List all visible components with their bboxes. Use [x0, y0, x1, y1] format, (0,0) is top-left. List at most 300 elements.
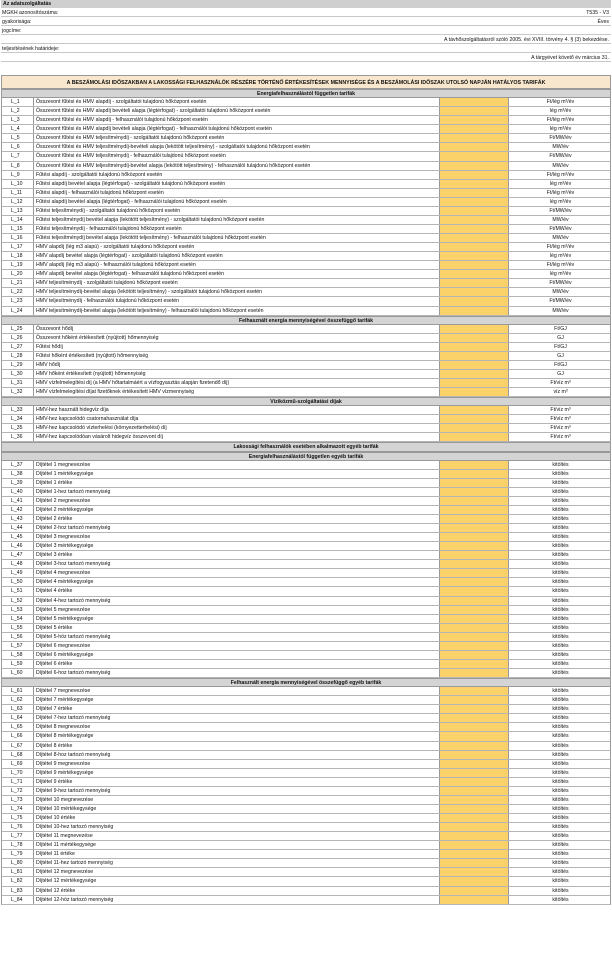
value-input-cell[interactable]	[439, 334, 509, 342]
row-description: Díjtétel 4-hez tartozó mennyiség	[33, 597, 439, 605]
value-input-cell[interactable]	[439, 461, 509, 469]
row-code: L_57	[11, 642, 23, 649]
section-header: Víziközmű-szolgáltatási díjak	[1, 397, 611, 406]
row-description: Összevont fűtési és HMV teljesítménydíj - szolgáltatói tulajdonú hőközpont esetén	[33, 134, 439, 142]
value-input-cell[interactable]	[439, 606, 509, 614]
table-row	[1, 189, 611, 198]
row-unit: víz m³	[553, 389, 568, 396]
value-input-cell[interactable]	[439, 578, 509, 586]
row-unit: kitöltés	[552, 688, 569, 695]
row-unit: kitöltés	[552, 896, 569, 903]
row-code: L_8	[11, 162, 20, 169]
row-description: Díjtétel 8 megnevezése	[33, 723, 439, 731]
value-input-cell[interactable]	[439, 207, 509, 215]
table-row	[1, 461, 611, 470]
table-row	[1, 415, 611, 424]
table-row	[1, 877, 611, 886]
value-input-cell[interactable]	[439, 633, 509, 641]
row-description: Díjtétel 8 értéke	[33, 742, 439, 750]
value-input-cell[interactable]	[439, 171, 509, 179]
value-input-cell[interactable]	[439, 370, 509, 378]
value-input-cell[interactable]	[439, 551, 509, 559]
value-input-cell[interactable]	[439, 796, 509, 804]
row-code: L_76	[11, 824, 23, 831]
table-row	[1, 887, 611, 896]
value-input-cell[interactable]	[439, 705, 509, 713]
row-description: HMV teljesítménydíj-bevétel alapja (lekötött teljesítmény) - felhasználói tulajdonú hőközpont esetén	[33, 307, 439, 315]
row-code: L_4	[11, 126, 20, 133]
row-description: Díjtétel 12-höz tartozó mennyiség	[33, 896, 439, 904]
row-code: L_35	[11, 425, 23, 432]
row-description: Díjtétel 8-hoz tartozó mennyiség	[33, 751, 439, 759]
row-unit: kitöltés	[552, 769, 569, 776]
table-row	[1, 587, 611, 596]
table-row	[1, 506, 611, 515]
row-description: Díjtétel 12 mértékegysége	[33, 877, 439, 885]
table-row	[1, 760, 611, 769]
table-row	[1, 162, 611, 171]
table-row	[1, 261, 611, 270]
row-code: L_69	[11, 760, 23, 767]
row-code: L_20	[11, 271, 23, 278]
row-unit: lég m³/év	[549, 180, 572, 187]
header-row: teljesítésének határideje:	[1, 45, 611, 53]
row-code: L_53	[11, 606, 23, 613]
value-input-cell[interactable]	[439, 470, 509, 478]
row-unit: GJ	[557, 370, 564, 377]
header-row: MGKH azonosítószáma: T535 - V3	[2, 9, 609, 16]
value-input-cell[interactable]	[439, 696, 509, 704]
row-unit: Ft/MW/év	[549, 135, 572, 142]
form-header	[0, 0, 612, 68]
table-row	[1, 533, 611, 542]
value-input-cell[interactable]	[439, 787, 509, 795]
row-unit: kitöltés	[552, 751, 569, 758]
table-row	[1, 742, 611, 751]
table-row	[1, 714, 611, 723]
value-input-cell[interactable]	[439, 524, 509, 532]
row-description: Díjtétel 9 mértékegysége	[33, 769, 439, 777]
row-unit: kitöltés	[552, 887, 569, 894]
row-code: L_5	[11, 135, 20, 142]
value-input-cell[interactable]	[439, 488, 509, 496]
table-row	[1, 406, 611, 415]
row-description: Díjtétel 11 megnevezése	[33, 832, 439, 840]
value-input-cell[interactable]	[439, 125, 509, 133]
row-description: Díjtétel 4 megnevezése	[33, 569, 439, 577]
value-input-cell[interactable]	[439, 569, 509, 577]
row-unit: kitöltés	[552, 497, 569, 504]
value-input-cell[interactable]	[439, 896, 509, 904]
row-description: Díjtétel 9-hez tartozó mennyiség	[33, 787, 439, 795]
row-description: HMV teljesítménydíj - felhasználói tulajdonú hőközpont esetén	[33, 297, 439, 305]
value-input-cell[interactable]	[439, 288, 509, 296]
row-code: L_81	[11, 869, 23, 876]
value-input-cell[interactable]	[439, 859, 509, 867]
value-input-cell[interactable]	[439, 479, 509, 487]
row-description: Fűtési hődíj	[33, 343, 439, 351]
table-row	[1, 433, 611, 442]
row-description: Fűtési teljesítménydíj - szolgáltatói tulajdonú hőközpont esetén	[33, 207, 439, 215]
row-unit: Ft/MW/év	[549, 207, 572, 214]
row-description: Díjtétel 1 mértékegysége	[33, 470, 439, 478]
value-input-cell[interactable]	[439, 198, 509, 206]
value-input-cell[interactable]	[439, 225, 509, 233]
value-input-cell[interactable]	[439, 714, 509, 722]
row-description: Fűtési alapdíj bevétel alapja (légtérfogat) - szolgáltatói tulajdonú hőközpont esetén	[33, 180, 439, 188]
row-code: L_70	[11, 769, 23, 776]
row-code: L_22	[11, 289, 23, 296]
value-input-cell[interactable]	[439, 742, 509, 750]
table-row	[1, 569, 611, 578]
row-description: Fűtési alapdíj - szolgáltatói tulajdonú hőközpont esetén	[33, 171, 439, 179]
row-description: Díjtétel 5 megnevezése	[33, 606, 439, 614]
section-header: Felhasznált energia mennyiségével összefüggő tarifák	[1, 316, 611, 325]
row-unit: MW/év	[552, 162, 569, 169]
row-unit: MW/év	[552, 216, 569, 223]
row-code: L_65	[11, 724, 23, 731]
row-description: HMV alapdíj (lég m3 alapú) - szolgáltatói tulajdonú hőközpont esetén	[33, 243, 439, 251]
table-row	[1, 134, 611, 143]
value-input-cell[interactable]	[439, 506, 509, 514]
row-description: Díjtétel 1 értéke	[33, 479, 439, 487]
table-row	[1, 470, 611, 479]
row-unit: kitöltés	[552, 479, 569, 486]
row-code: L_56	[11, 633, 23, 640]
value-input-cell[interactable]	[439, 98, 509, 106]
row-unit: kitöltés	[552, 570, 569, 577]
value-input-cell[interactable]	[439, 252, 509, 260]
row-unit: Ft/GJ	[554, 361, 567, 368]
row-code: L_17	[11, 244, 23, 251]
row-unit: lég m³/év	[549, 271, 572, 278]
table-row	[1, 424, 611, 433]
value-input-cell[interactable]	[439, 751, 509, 759]
table-row	[1, 669, 611, 678]
table-row	[1, 388, 611, 397]
row-code: L_51	[11, 588, 23, 595]
value-input-cell[interactable]	[439, 243, 509, 251]
table-row	[1, 805, 611, 814]
row-description: Díjtétel 6 megnevezése	[33, 642, 439, 650]
row-unit: kitöltés	[552, 461, 569, 468]
value-input-cell[interactable]	[439, 814, 509, 822]
row-code: L_52	[11, 597, 23, 604]
row-code: L_32	[11, 389, 23, 396]
table-row	[1, 325, 611, 334]
value-input-cell[interactable]	[439, 143, 509, 151]
value-input-cell[interactable]	[439, 279, 509, 287]
table-row	[1, 216, 611, 225]
row-unit: kitöltés	[552, 561, 569, 568]
row-unit: kitöltés	[552, 606, 569, 613]
row-unit: MW/év	[552, 289, 569, 296]
row-unit: Ft/MW/év	[549, 225, 572, 232]
row-unit: Ft/GJ	[554, 325, 567, 332]
value-input-cell[interactable]	[439, 515, 509, 523]
row-unit: kitöltés	[552, 842, 569, 849]
row-code: L_54	[11, 615, 23, 622]
value-input-cell[interactable]	[439, 760, 509, 768]
row-code: L_78	[11, 842, 23, 849]
row-description: HMV-hez kapcsolódó csatornahasználat díja	[33, 415, 439, 423]
value-input-cell[interactable]	[439, 180, 509, 188]
row-code: L_9	[11, 171, 20, 178]
row-unit: kitöltés	[552, 525, 569, 531]
row-description: HMV alapdíj (lég m3 alapú) - felhasználói tulajdonú hőközpont esetén	[33, 261, 439, 269]
row-unit: kitöltés	[552, 796, 569, 803]
table-row	[1, 732, 611, 741]
table-row	[1, 832, 611, 841]
value-input-cell[interactable]	[439, 850, 509, 858]
row-description: Fűtési hőként értékesített (nyújtott) hőmennyiség	[33, 352, 439, 360]
row-description: HMV vízfelmelegítési díj (a HMV hőtartalmáért a vízfogyasztás alapján fizetendő díj)	[33, 379, 439, 387]
row-code: L_84	[11, 896, 23, 903]
row-unit: Ft/MW/év	[549, 153, 572, 160]
table-row	[1, 497, 611, 506]
row-unit: MW/év	[552, 144, 569, 151]
row-unit: kitöltés	[552, 506, 569, 513]
row-code: L_16	[11, 235, 23, 241]
row-code: L_62	[11, 697, 23, 704]
row-description: Díjtétel 1 megnevezése	[33, 461, 439, 469]
value-input-cell[interactable]	[439, 270, 509, 278]
value-input-cell[interactable]	[439, 497, 509, 505]
row-code: L_46	[11, 543, 23, 550]
table-row	[1, 560, 611, 569]
row-unit: kitöltés	[552, 670, 569, 676]
row-code: L_7	[11, 153, 20, 160]
value-input-cell[interactable]	[439, 624, 509, 632]
table-row	[1, 769, 611, 778]
table-row	[1, 116, 611, 125]
table-row	[1, 279, 611, 288]
row-unit: kitöltés	[552, 824, 569, 831]
row-code: L_61	[11, 688, 23, 695]
value-input-cell[interactable]	[439, 325, 509, 333]
row-unit: Ft/lég m³/év	[546, 262, 575, 269]
table-row	[1, 606, 611, 615]
value-input-cell[interactable]	[439, 234, 509, 242]
value-input-cell[interactable]	[439, 162, 509, 170]
value-input-cell[interactable]	[439, 542, 509, 550]
row-code: L_67	[11, 742, 23, 749]
row-code: L_26	[11, 334, 23, 341]
table-row	[1, 515, 611, 524]
table-row	[1, 234, 611, 243]
row-description: Díjtétel 7-hez tartozó mennyiség	[33, 714, 439, 722]
row-code: L_82	[11, 878, 23, 885]
row-description: Összevont hőként értékesített (nyújtott) hőmennyiség	[33, 334, 439, 342]
table-row	[1, 479, 611, 488]
value-input-cell[interactable]	[439, 597, 509, 605]
row-unit: Ft/GJ	[554, 343, 567, 350]
row-code: L_60	[11, 670, 23, 676]
value-input-cell[interactable]	[439, 107, 509, 115]
value-input-cell[interactable]	[439, 134, 509, 142]
row-code: L_3	[11, 117, 20, 124]
row-code: L_36	[11, 434, 23, 441]
row-unit: kitöltés	[552, 851, 569, 858]
row-unit: Ft/lég m³/év	[546, 99, 575, 106]
row-code: L_30	[11, 370, 23, 377]
value-input-cell[interactable]	[439, 660, 509, 668]
row-description: Fűtési teljesítménydíj bevétel alapja (lekötött teljesítmény) - felhasználói tulajdonú hőközpont esetén	[33, 234, 439, 242]
row-unit: kitöltés	[552, 642, 569, 649]
row-description: HMV hőként értékesített (nyújtott) hőmennyiség	[33, 370, 439, 378]
table-row	[1, 524, 611, 533]
value-input-cell[interactable]	[439, 723, 509, 731]
row-description: Összevont fűtési és HMV teljesítménydíj-bevételi alapja (lekötött teljesítmény) - szolgáltatói tulajdonú hőközpont esetén	[33, 143, 439, 151]
value-input-cell[interactable]	[439, 841, 509, 849]
table-row	[1, 705, 611, 714]
value-input-cell[interactable]	[439, 887, 509, 895]
section-header: Felhasznált energia mennyiségével összefüggő egyéb tarifák	[1, 678, 611, 687]
row-code: L_34	[11, 416, 23, 423]
row-code: L_27	[11, 343, 23, 350]
row-description: Fűtési alapdíj bevétel alapja (légtérfogat) - felhasználói tulajdonú hőközpont esetén	[33, 198, 439, 206]
row-description: Díjtétel 10 megnevezése	[33, 796, 439, 804]
row-code: L_79	[11, 851, 23, 858]
value-input-cell[interactable]	[439, 778, 509, 786]
row-unit: kitöltés	[552, 488, 569, 495]
row-description: Díjtétel 11 mértékegysége	[33, 841, 439, 849]
row-unit: Ft/lég m³/év	[546, 244, 575, 251]
value-input-cell[interactable]	[439, 152, 509, 160]
row-code: L_44	[11, 525, 23, 531]
value-input-cell[interactable]	[439, 343, 509, 351]
value-input-cell[interactable]	[439, 868, 509, 876]
main-title: A BESZÁMOLÁSI IDŐSZAKBAN A LAKOSSÁGI FELHASZNÁLÓK RÉSZÉRE TÖRTÉNŐ ÉRTÉKESÍTÉSEK MENNYISÉGE ÉS A BESZÁMOLÁSI IDŐSZAK UTOLSÓ NAPJÁN HATÁLYOS TARIFÁK	[1, 75, 611, 89]
row-code: L_29	[11, 361, 23, 368]
value-input-cell[interactable]	[439, 261, 509, 269]
row-code: L_24	[11, 307, 23, 314]
table-row	[1, 171, 611, 180]
row-unit: kitöltés	[552, 543, 569, 550]
header-title: Az adatszolgáltatás	[1, 0, 611, 8]
row-unit: kitöltés	[552, 615, 569, 622]
row-code: L_33	[11, 407, 23, 414]
row-unit: kitöltés	[552, 778, 569, 785]
row-description: HMV hődíj	[33, 361, 439, 369]
row-description: Díjtétel 5 mértékegysége	[33, 615, 439, 623]
table-row	[1, 297, 611, 306]
row-code: L_83	[11, 887, 23, 894]
row-description: Díjtétel 5-höz tartozó mennyiség	[33, 633, 439, 641]
row-code: L_49	[11, 570, 23, 577]
value-input-cell[interactable]	[439, 415, 509, 423]
row-unit: kitöltés	[552, 552, 569, 559]
row-description: Díjtétel 7 értéke	[33, 705, 439, 713]
row-description: Díjtétel 11-hez tartozó mennyiség	[33, 859, 439, 867]
row-unit: lég m³/év	[549, 108, 572, 115]
value-input-cell[interactable]	[439, 216, 509, 224]
row-code: L_14	[11, 216, 23, 223]
value-input-cell[interactable]	[439, 687, 509, 695]
row-description: Díjtétel 9 megnevezése	[33, 760, 439, 768]
value-input-cell[interactable]	[439, 116, 509, 124]
table-row	[1, 488, 611, 497]
row-code: L_74	[11, 805, 23, 812]
table-row	[1, 107, 611, 116]
table-row	[1, 180, 611, 189]
row-description: Díjtétel 2 megnevezése	[33, 497, 439, 505]
table-row	[1, 370, 611, 379]
row-code: L_80	[11, 860, 23, 867]
row-code: L_31	[11, 380, 23, 386]
table-row	[1, 551, 611, 560]
row-unit: lég m³/év	[549, 126, 572, 133]
row-unit: kitöltés	[552, 715, 569, 722]
value-input-cell[interactable]	[439, 307, 509, 315]
value-input-cell[interactable]	[439, 560, 509, 568]
row-code: L_66	[11, 733, 23, 740]
table-row	[1, 687, 611, 696]
row-unit: kitöltés	[552, 470, 569, 477]
row-code: L_72	[11, 787, 23, 794]
table-row	[1, 225, 611, 234]
row-code: L_41	[11, 497, 23, 504]
table-row	[1, 796, 611, 805]
row-unit: Ft/lég m³/év	[546, 171, 575, 178]
row-unit: kitöltés	[552, 760, 569, 767]
value-input-cell[interactable]	[439, 615, 509, 623]
row-description: HMV teljesítménydíj-bevétel alapja (lekötött teljesítmény) - szolgáltatói tulajdonú hőközpont esetén	[33, 288, 439, 296]
row-code: L_40	[11, 488, 23, 495]
table-row	[1, 624, 611, 633]
value-input-cell[interactable]	[439, 642, 509, 650]
value-input-cell[interactable]	[439, 732, 509, 740]
row-description: HMV vízfelmelegítési díjat fizetőknek értékesített HMV vízmennyiség	[33, 388, 439, 396]
value-input-cell[interactable]	[439, 805, 509, 813]
row-unit: kitöltés	[552, 579, 569, 586]
row-code: L_1	[11, 99, 20, 106]
row-code: L_6	[11, 144, 20, 151]
value-input-cell[interactable]	[439, 533, 509, 541]
value-input-cell[interactable]	[439, 823, 509, 831]
row-code: L_10	[11, 180, 23, 187]
value-input-cell[interactable]	[439, 352, 509, 360]
value-input-cell[interactable]	[439, 832, 509, 840]
row-description: Összevont fűtési és HMV teljesítménydíj-bevétel alapja (lekötött teljesítmény) - felhasználói tulajdonú hőközpont esetén	[33, 162, 439, 170]
value-input-cell[interactable]	[439, 297, 509, 305]
value-input-cell[interactable]	[439, 769, 509, 777]
value-input-cell[interactable]	[439, 361, 509, 369]
table-row	[1, 896, 611, 905]
row-unit: kitöltés	[552, 805, 569, 812]
table-row	[1, 642, 611, 651]
value-input-cell[interactable]	[439, 189, 509, 197]
row-code: L_21	[11, 280, 23, 287]
value-input-cell[interactable]	[439, 388, 509, 396]
value-input-cell[interactable]	[439, 669, 509, 677]
value-input-cell[interactable]	[439, 406, 509, 414]
value-input-cell[interactable]	[439, 424, 509, 432]
value-input-cell[interactable]	[439, 587, 509, 595]
row-code: L_48	[11, 561, 23, 568]
value-input-cell[interactable]	[439, 379, 509, 387]
row-code: L_19	[11, 262, 23, 269]
row-code: L_15	[11, 225, 23, 232]
value-input-cell[interactable]	[439, 433, 509, 441]
value-input-cell[interactable]	[439, 877, 509, 885]
header-row: jogcíme:	[1, 27, 611, 35]
table-row	[1, 868, 611, 877]
tariff-table	[1, 89, 611, 905]
row-description: Díjtétel 4 értéke	[33, 587, 439, 595]
row-unit: kitöltés	[552, 706, 569, 713]
value-input-cell[interactable]	[439, 651, 509, 659]
